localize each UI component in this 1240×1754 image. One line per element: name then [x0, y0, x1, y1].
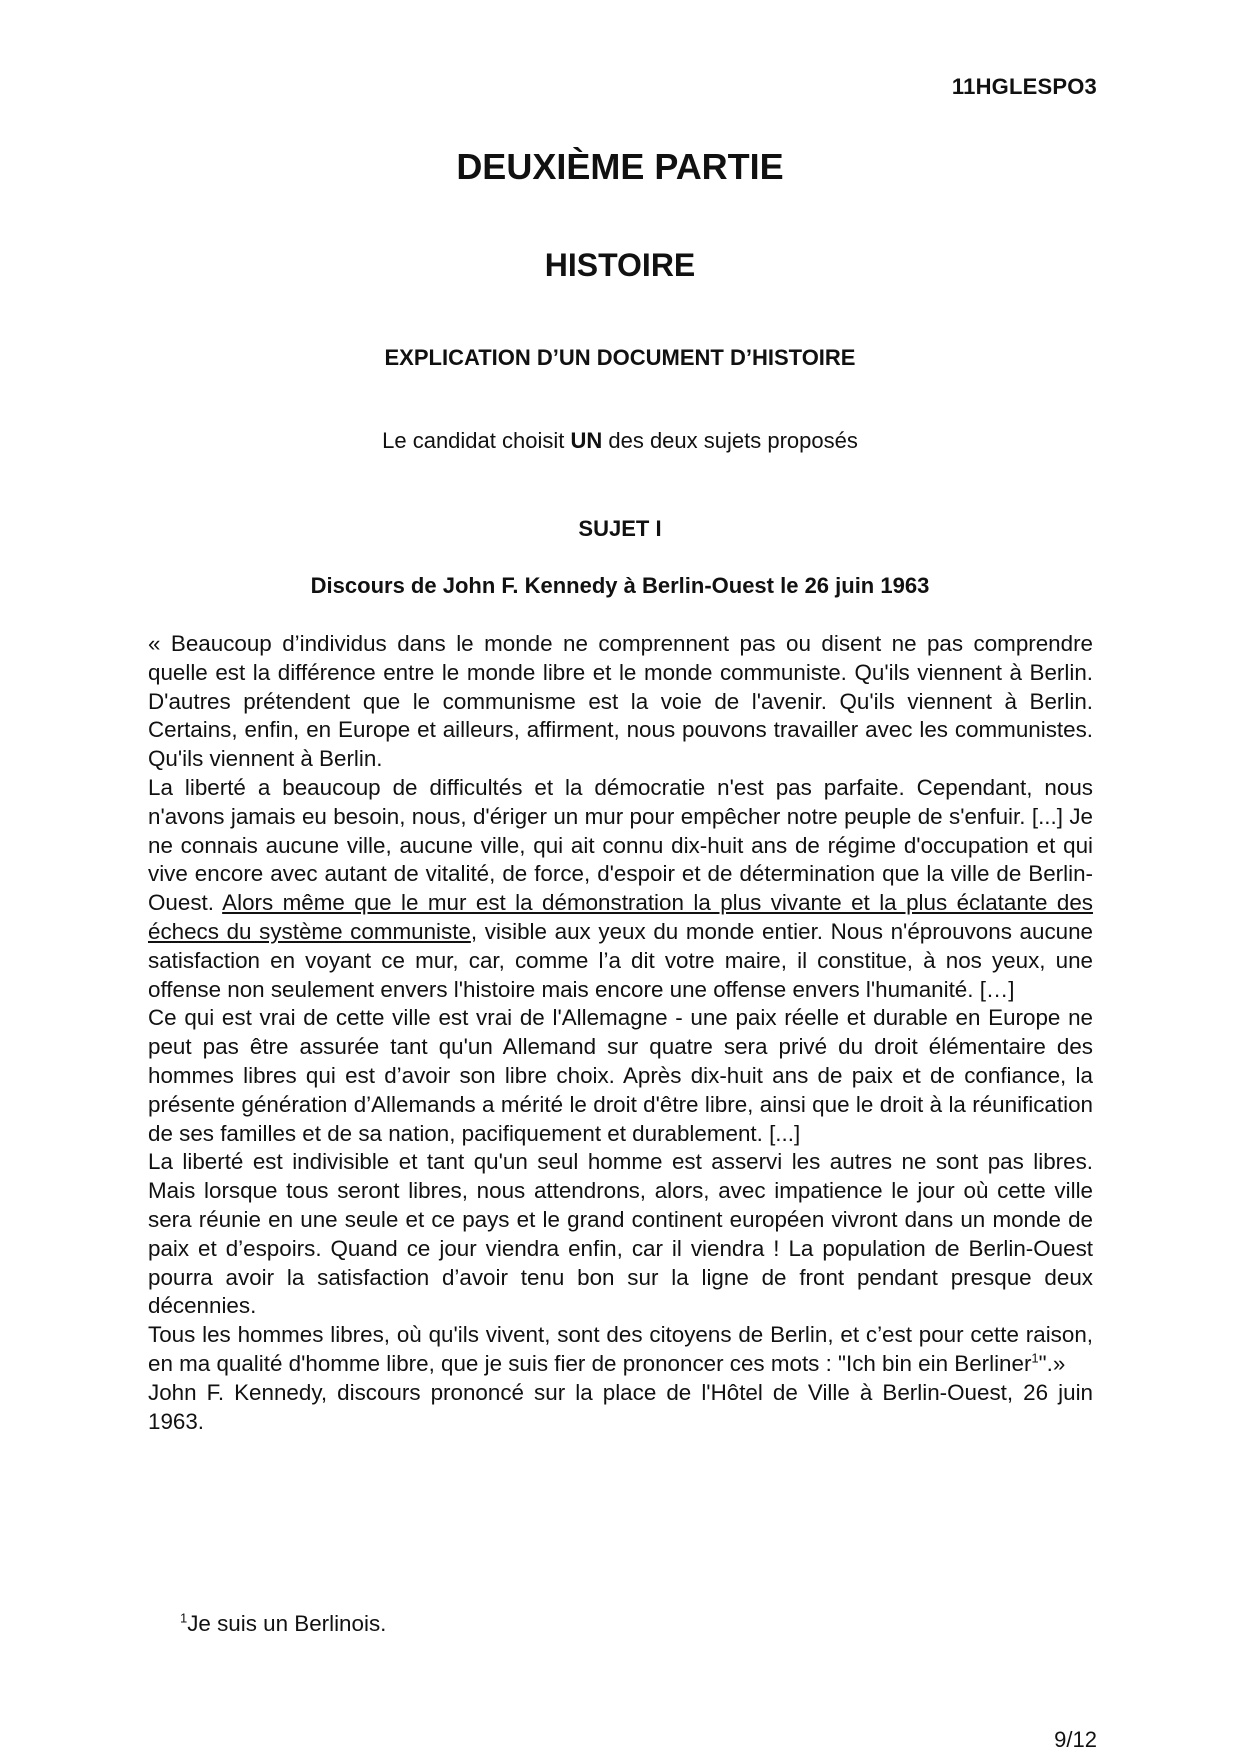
instruction-text-start: Le candidat choisit: [382, 428, 571, 453]
instruction-emphasis: UN: [570, 428, 603, 453]
instruction-text-end: des deux sujets proposés: [602, 428, 858, 453]
footnote-number: 1: [180, 1610, 188, 1626]
paragraph-1: « Beaucoup d’individus dans le monde ne comprennent pas ou disent ne pas comprendre quelle est la différence entre le monde libre et le monde communiste. Qu'ils viennent à Berlin. D'autres prétendent que le communisme est la voie de l'avenir. Qu'ils viennent à Berlin. Certains, enfin, en Europe et ailleurs, affirment, nous pouvons travailler avec les communistes. Qu'ils viennent à Berlin.: [148, 631, 1093, 772]
document-title: Discours de John F. Kennedy à Berlin-Ouest le 26 juin 1963: [310, 573, 930, 598]
paragraph-5-end: ".»: [1038, 1350, 1066, 1376]
paragraph-3: Ce qui est vrai de cette ville est vrai de l'Allemagne - une paix réelle et durable en Europe ne peut pas être assurée tant qu'un Allemand sur quatre sera privé du droit élémentaire des hommes libres qui est d’avoir son libre choix. Après dix-huit ans de paix et de confiance, la présente génération d’Allemands a mérité le droit d'être libre, ainsi que le droit à la réunification de ses familles et de sa nation, pacifiquement et durablement. [...]: [148, 1005, 1093, 1146]
section-title: HISTOIRE: [544, 247, 696, 283]
paragraph-2-start: La liberté a beaucoup de difficultés et la démocratie n'est pas parfaite. Cependant, nous n'avons jamais eu besoin, nous, d'ériger un mur pour empêcher notre peuple de s'enfuir. [...] Je ne connais aucune ville, aucune ville, qui ait connu dix-huit ans de régime d'occupation et qui vive encore avec autant de vitalité, de force, d'espoir et de détermination que la ville de Berlin-Ouest.: [148, 774, 1093, 916]
paragraph-4: La liberté est indivisible et tant qu'un seul homme est asservi les autres ne sont pas libres. Mais lorsque tous seront libres, nous attendrons, alors, avec impatience le jour où cette ville sera réunie en une seule et ce pays et le grand continent européen vivront dans un monde de paix et d’espoirs. Quand ce jour viendra enfin, car il viendra ! La population de Berlin-Ouest pourra avoir la satisfaction d’avoir tenu bon sur la ligne de front pendant presque deux décennies.: [148, 1149, 1093, 1319]
instruction: [0, 428, 1240, 454]
footnote-text: Je suis un Berlinois.: [187, 1611, 387, 1636]
subject-label: SUJET I: [578, 516, 662, 541]
source-citation: John F. Kennedy, discours prononcé sur la place de l'Hôtel de Ville à Berlin-Ouest, 26 juin 1963.: [148, 1379, 1093, 1434]
page-number: 9/12: [1054, 1727, 1097, 1752]
document-code: 11HGLESPO3: [951, 74, 1097, 99]
exercise-title: EXPLICATION D’UN DOCUMENT D’HISTOIRE: [384, 345, 856, 370]
speech-text: [148, 630, 1093, 1436]
footnote-reference: 1: [1031, 1350, 1039, 1366]
underlined-passage: Alors même que le mur est la démonstration la plus vivante et la plus éclatante des échecs du système communiste: [148, 890, 1093, 944]
paragraph-2: [148, 774, 1093, 1004]
part-title: DEUXIÈME PARTIE: [456, 146, 784, 187]
paragraph-5-start: Tous les hommes libres, où qu'ils vivent, sont des citoyens de Berlin, et c’est pour cette raison, en ma qualité d'homme libre, que je suis fier de prononcer ces mots : "Ich bin ein Berliner: [148, 1322, 1093, 1376]
paragraph-2-end: , visible aux yeux du monde entier. Nous n'éprouvons aucune satisfaction en voyant ce mur, car, comme l’a dit votre maire, il constitue, à nos yeux, une offense non seulement envers l'histoire mais encore une offense envers l'humanité. […]: [148, 918, 1093, 1002]
paragraph-5: [148, 1321, 1093, 1379]
footnote: [180, 1611, 386, 1637]
